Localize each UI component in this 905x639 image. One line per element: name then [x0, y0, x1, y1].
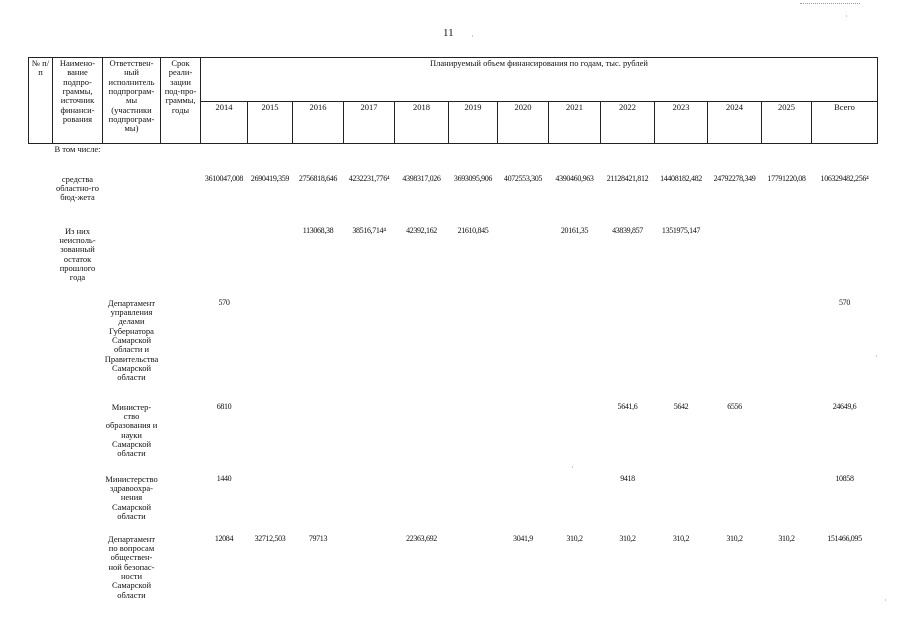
- value-cell: [549, 474, 601, 534]
- value-cell: 5642: [673, 401, 689, 411]
- value-cell: [655, 298, 708, 402]
- table-row: [29, 144, 878, 174]
- value-cell: 113068,38: [302, 225, 334, 235]
- value-cell: [708, 226, 762, 298]
- year-header: 2024: [708, 102, 762, 144]
- row-responsible-cell: Министерство здравоохра-нения Самарской области: [105, 473, 158, 521]
- value-cell: [449, 534, 498, 606]
- financing-table: [28, 57, 878, 606]
- value-cell: 310,2: [778, 533, 795, 543]
- value-cell: 79713: [308, 533, 328, 543]
- year-header: 2018: [395, 102, 449, 144]
- value-cell: 2756818,646: [298, 173, 338, 183]
- value-cell: [655, 144, 708, 174]
- row-term-cell: [161, 474, 201, 534]
- value-cell: 6810: [216, 401, 232, 411]
- year-header: 2020: [498, 102, 549, 144]
- value-cell: [812, 144, 878, 174]
- scan-dot: ·: [884, 596, 887, 605]
- scan-dot: ·: [471, 32, 474, 41]
- value-cell: [201, 144, 248, 174]
- table-row: [29, 226, 878, 298]
- row-name-cell: [53, 534, 103, 606]
- value-cell: 310,2: [566, 533, 583, 543]
- value-cell: [762, 144, 812, 174]
- value-cell: [655, 474, 708, 534]
- row-term-cell: [161, 298, 201, 402]
- value-cell: [395, 298, 449, 402]
- value-cell: 4232231,776⁴: [348, 173, 390, 183]
- value-cell: 24649,6: [832, 401, 857, 411]
- value-cell: [344, 402, 395, 474]
- row-num-cell: [29, 534, 53, 606]
- value-cell: [344, 144, 395, 174]
- row-name-cell: средства областно-го бюд-жета: [55, 173, 100, 203]
- value-cell: [395, 144, 449, 174]
- scan-dot: ·: [875, 352, 878, 361]
- value-cell: [248, 402, 293, 474]
- value-cell: [708, 298, 762, 402]
- value-cell: [601, 298, 655, 402]
- value-cell: 3610047,008: [204, 173, 244, 183]
- value-cell: [762, 298, 812, 402]
- value-cell: 1351975,147: [661, 225, 701, 235]
- value-cell: [708, 474, 762, 534]
- value-cell: 21128421,812: [606, 173, 649, 183]
- scan-dot: ·: [845, 12, 848, 21]
- year-header: 2015: [248, 102, 293, 144]
- value-cell: [395, 474, 449, 534]
- row-term-cell: [161, 174, 201, 226]
- value-cell: [344, 474, 395, 534]
- value-cell: [812, 226, 878, 298]
- value-cell: [762, 474, 812, 534]
- value-cell: [293, 474, 344, 534]
- row-name-cell: [53, 298, 103, 402]
- value-cell: [293, 144, 344, 174]
- value-cell: 570: [839, 297, 850, 307]
- value-cell: 570: [218, 297, 230, 307]
- row-responsible-cell: [103, 144, 161, 174]
- value-cell: [201, 226, 248, 298]
- row-num-cell: [29, 298, 53, 402]
- value-cell: 3041,9: [513, 533, 533, 543]
- row-name-cell: [53, 474, 103, 534]
- header-name: Наимено-вание подпро-граммы, источник финанси-рования: [53, 58, 103, 144]
- table-row: [29, 298, 878, 402]
- value-cell: [449, 402, 498, 474]
- year-header: Всего: [812, 102, 878, 144]
- value-cell: [549, 298, 601, 402]
- value-cell: 14408182,482: [660, 173, 702, 183]
- top-rule: [800, 3, 860, 4]
- row-responsible-cell: [103, 226, 161, 298]
- value-cell: [395, 402, 449, 474]
- value-cell: [498, 144, 549, 174]
- row-term-cell: [161, 226, 201, 298]
- table-row: [29, 402, 878, 474]
- year-header: 2014: [201, 102, 248, 144]
- value-cell: [449, 298, 498, 402]
- scan-dot: ·: [571, 463, 574, 472]
- row-term-cell: [161, 402, 201, 474]
- row-name-cell: В том числе:: [54, 144, 101, 154]
- value-cell: 4390460,963: [555, 173, 594, 183]
- value-cell: [498, 226, 549, 298]
- year-header: 2022: [601, 102, 655, 144]
- value-cell: 43839,857: [612, 225, 643, 235]
- value-cell: [549, 402, 601, 474]
- year-header: 2023: [655, 102, 708, 144]
- value-cell: 6556: [727, 401, 742, 411]
- row-responsible-cell: Департамент по вопросам обществен-ной безопас-ности Самарской области: [107, 533, 156, 600]
- header-term: Срок реали-зации под-про-граммы, годы: [161, 58, 201, 144]
- value-cell: [449, 144, 498, 174]
- value-cell: 22363,692: [406, 533, 437, 543]
- value-cell: [708, 144, 762, 174]
- header-plan: Планируемый объем финансирования по годам, тыс. рублей: [201, 58, 878, 102]
- row-num-cell: [29, 226, 53, 298]
- value-cell: [293, 402, 344, 474]
- value-cell: [498, 298, 549, 402]
- value-cell: 10858: [835, 473, 854, 483]
- value-cell: 4398317,026: [402, 173, 441, 183]
- value-cell: 1440: [216, 473, 232, 483]
- value-cell: 3693095,906: [453, 173, 493, 183]
- table-row: [29, 474, 878, 534]
- value-cell: 42392,162: [406, 225, 437, 235]
- value-cell: 2690419,359: [250, 173, 290, 183]
- value-cell: 12084: [214, 533, 234, 543]
- table-row: [29, 534, 878, 606]
- value-cell: 310,2: [672, 533, 690, 543]
- year-header: 2019: [449, 102, 498, 144]
- year-header: 2025: [762, 102, 812, 144]
- value-cell: 5641,6: [617, 401, 638, 411]
- value-cell: [248, 474, 293, 534]
- value-cell: [498, 402, 549, 474]
- value-cell: 4072553,305: [503, 173, 543, 183]
- value-cell: [762, 402, 812, 474]
- row-num-cell: [29, 402, 53, 474]
- value-cell: 310,2: [726, 533, 743, 543]
- value-cell: 9418: [620, 473, 635, 483]
- year-header: 2021: [549, 102, 601, 144]
- year-header: 2017: [344, 102, 395, 144]
- value-cell: 38516,714⁴: [352, 225, 386, 235]
- header-responsible: Ответствен-ный исполнитель подпрограм-мы (участники подпрограм-мы): [103, 58, 161, 144]
- header-num: № п/п: [29, 58, 53, 144]
- value-cell: 106329482,256⁴: [820, 173, 869, 183]
- value-cell: 20161,35: [560, 225, 589, 235]
- row-name-cell: Из них неисполь-зованный остаток прошлого года: [59, 225, 96, 283]
- row-responsible-cell: [103, 174, 161, 226]
- value-cell: [344, 298, 395, 402]
- row-name-cell: [53, 402, 103, 474]
- value-cell: [293, 298, 344, 402]
- page-number: 11: [443, 27, 454, 39]
- value-cell: [449, 474, 498, 534]
- value-cell: [762, 226, 812, 298]
- row-responsible-cell: Департамент управления делами Губернатора Самарской области и Правительства Самарской области: [104, 297, 159, 383]
- value-cell: 21610,845: [457, 225, 489, 235]
- value-cell: [601, 144, 655, 174]
- value-cell: 310,2: [619, 533, 636, 543]
- row-num-cell: [29, 474, 53, 534]
- value-cell: 24792278,349: [713, 173, 756, 183]
- value-cell: [248, 226, 293, 298]
- value-cell: 151466,095: [827, 533, 862, 543]
- value-cell: [344, 534, 395, 606]
- value-cell: 32712,503: [254, 533, 286, 543]
- table-row: [29, 174, 878, 226]
- value-cell: [549, 144, 601, 174]
- value-cell: [498, 474, 549, 534]
- row-num-cell: [29, 144, 53, 174]
- year-header: 2016: [293, 102, 344, 144]
- row-num-cell: [29, 174, 53, 226]
- row-term-cell: [161, 144, 201, 174]
- value-cell: 17791220,08: [767, 173, 806, 183]
- value-cell: [248, 144, 293, 174]
- value-cell: [248, 298, 293, 402]
- row-term-cell: [161, 534, 201, 606]
- row-responsible-cell: Министер-ство образования и науки Самарской области: [105, 401, 158, 459]
